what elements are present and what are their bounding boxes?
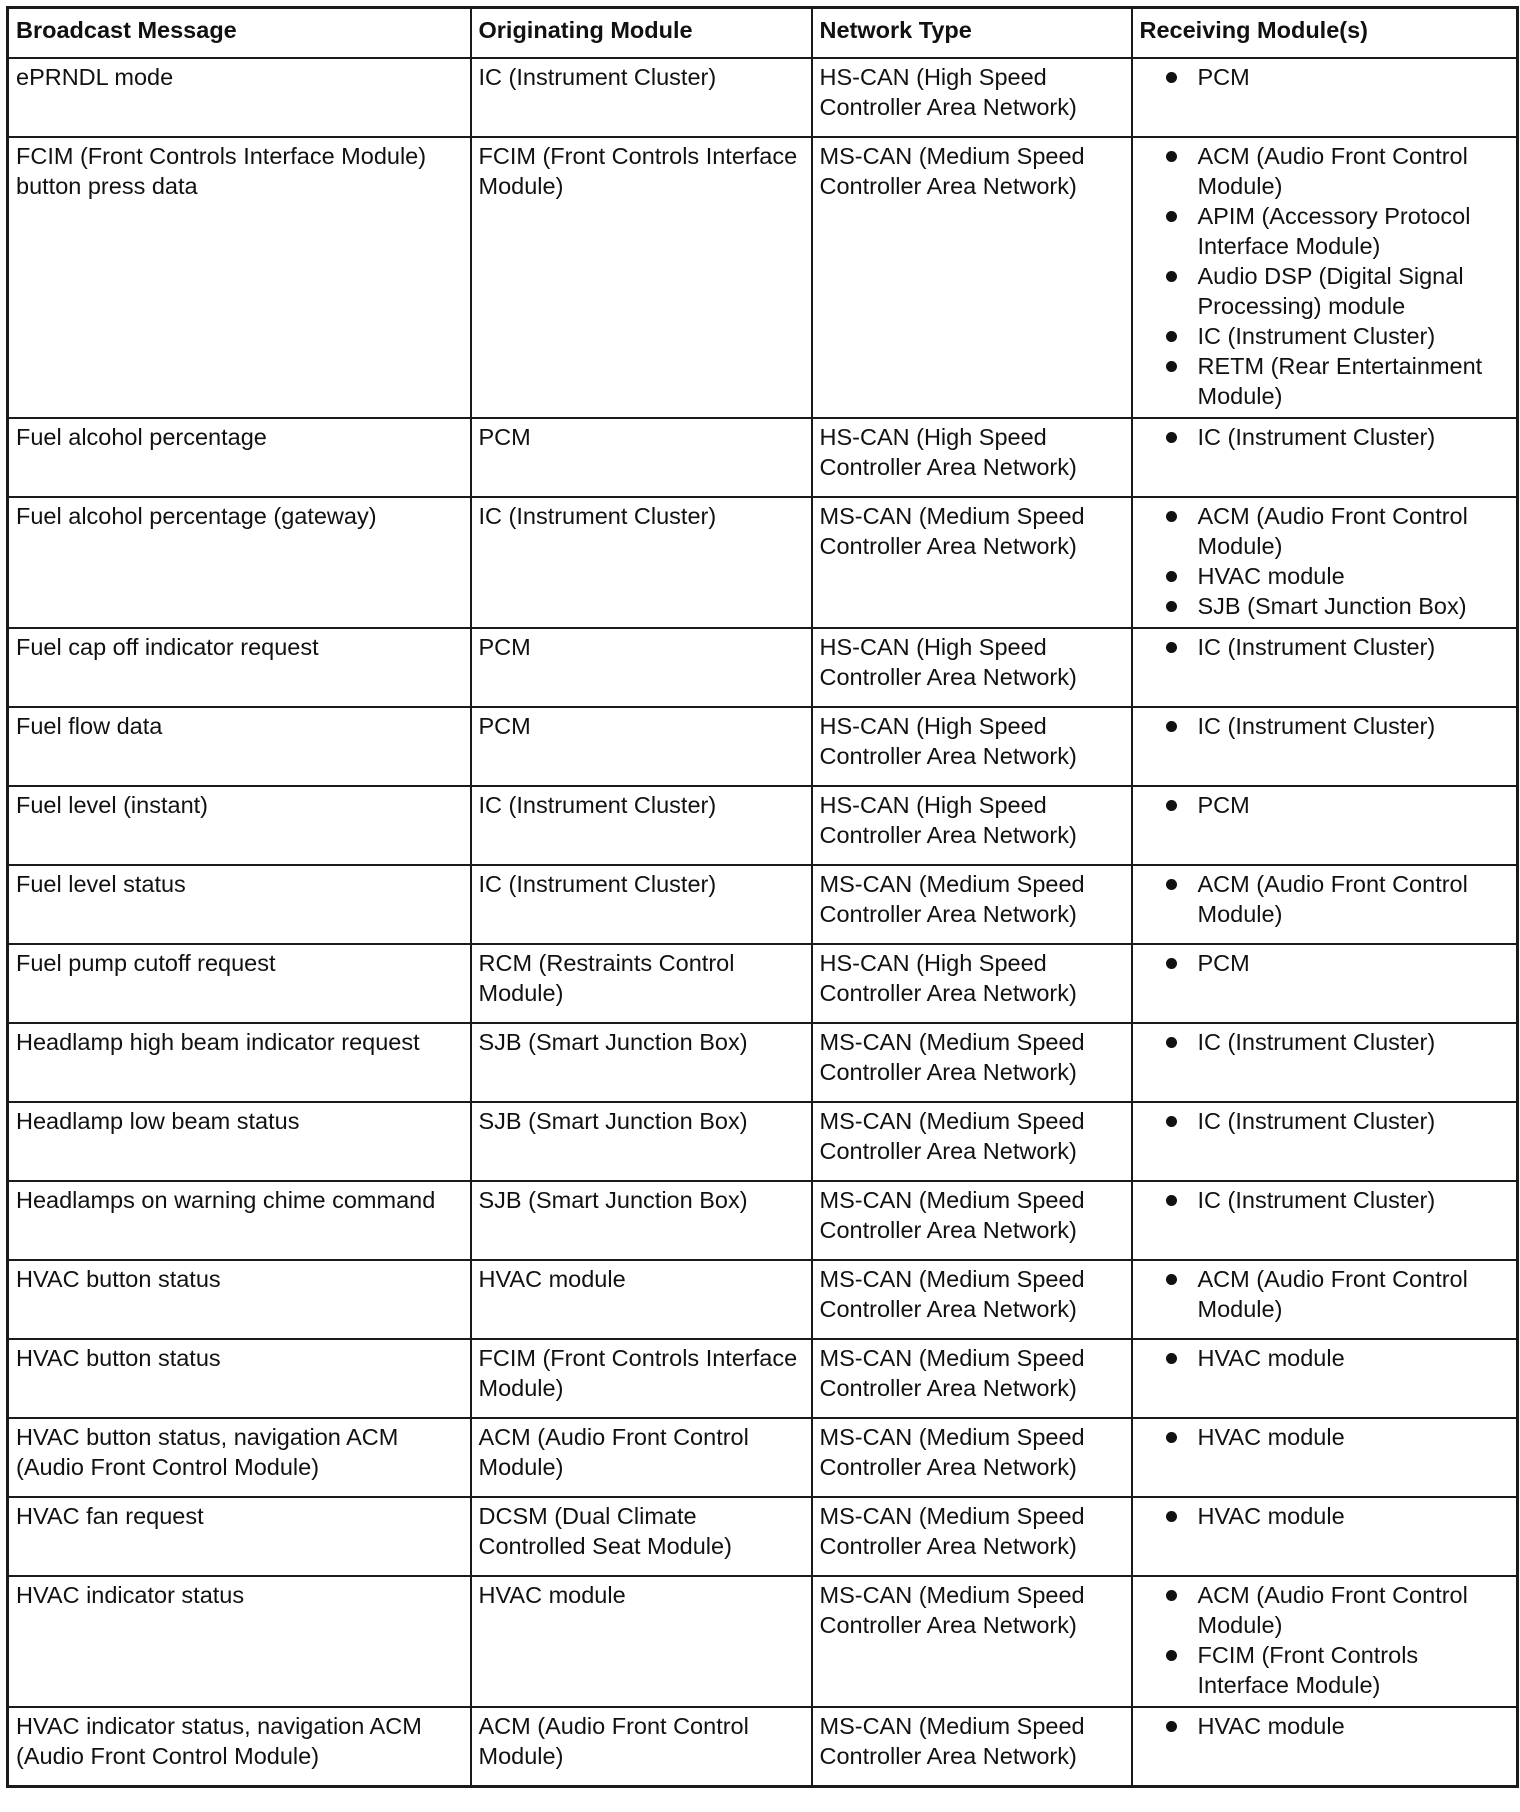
broadcast-message-cell: HVAC button status — [8, 1260, 471, 1339]
originating-module-cell: PCM — [471, 628, 812, 707]
broadcast-message-cell: Fuel flow data — [8, 707, 471, 786]
network-type-cell: MS-CAN (Medium Speed Controller Area Network) — [812, 1497, 1132, 1576]
table-row — [8, 1260, 1518, 1339]
receiving-modules-list — [1140, 869, 1510, 929]
receiving-modules-cell — [1132, 1497, 1518, 1576]
receiving-module-item: HVAC module — [1140, 1343, 1510, 1373]
header-originating-module: Originating Module — [471, 8, 812, 59]
receiving-modules-list — [1140, 1264, 1510, 1324]
receiving-module-item: IC (Instrument Cluster) — [1140, 321, 1510, 351]
network-type-cell: MS-CAN (Medium Speed Controller Area Network) — [812, 1576, 1132, 1707]
receiving-modules-cell — [1132, 1418, 1518, 1497]
table-row — [8, 944, 1518, 1023]
originating-module-cell: SJB (Smart Junction Box) — [471, 1181, 812, 1260]
receiving-modules-cell — [1132, 1181, 1518, 1260]
network-type-cell: MS-CAN (Medium Speed Controller Area Network) — [812, 1707, 1132, 1787]
broadcast-message-cell: HVAC button status, navigation ACM (Audio Front Control Module) — [8, 1418, 471, 1497]
originating-module-cell: FCIM (Front Controls Interface Module) — [471, 137, 812, 418]
receiving-modules-cell — [1132, 1102, 1518, 1181]
originating-module-cell: PCM — [471, 707, 812, 786]
receiving-module-item: PCM — [1140, 948, 1510, 978]
originating-module-cell: DCSM (Dual Climate Controlled Seat Module) — [471, 1497, 812, 1576]
receiving-modules-list — [1140, 948, 1510, 978]
table-row — [8, 786, 1518, 865]
broadcast-message-cell: Headlamp low beam status — [8, 1102, 471, 1181]
receiving-module-item: ACM (Audio Front Control Module) — [1140, 869, 1510, 929]
network-type-cell: HS-CAN (High Speed Controller Area Network) — [812, 944, 1132, 1023]
network-type-cell: MS-CAN (Medium Speed Controller Area Network) — [812, 1023, 1132, 1102]
broadcast-message-cell: Headlamp high beam indicator request — [8, 1023, 471, 1102]
receiving-module-item: HVAC module — [1140, 1501, 1510, 1531]
receiving-module-item: PCM — [1140, 62, 1510, 92]
receiving-modules-cell — [1132, 58, 1518, 137]
receiving-module-item: IC (Instrument Cluster) — [1140, 1185, 1510, 1215]
receiving-module-item: APIM (Accessory Protocol Interface Module) — [1140, 201, 1510, 261]
receiving-modules-cell — [1132, 628, 1518, 707]
table-row — [8, 1102, 1518, 1181]
receiving-modules-list — [1140, 790, 1510, 820]
broadcast-message-cell: Fuel alcohol percentage (gateway) — [8, 497, 471, 628]
network-type-cell: MS-CAN (Medium Speed Controller Area Network) — [812, 1418, 1132, 1497]
receiving-modules-list — [1140, 1027, 1510, 1057]
receiving-modules-cell — [1132, 786, 1518, 865]
broadcast-message-cell: Fuel cap off indicator request — [8, 628, 471, 707]
receiving-module-item: ACM (Audio Front Control Module) — [1140, 501, 1510, 561]
broadcast-message-cell: ePRNDL mode — [8, 58, 471, 137]
table-row — [8, 1576, 1518, 1707]
receiving-module-item: ACM (Audio Front Control Module) — [1140, 141, 1510, 201]
receiving-module-item: RETM (Rear Entertainment Module) — [1140, 351, 1510, 411]
network-type-cell: MS-CAN (Medium Speed Controller Area Network) — [812, 1339, 1132, 1418]
header-receiving-modules: Receiving Module(s) — [1132, 8, 1518, 59]
broadcast-message-cell: HVAC button status — [8, 1339, 471, 1418]
table-row — [8, 418, 1518, 497]
receiving-modules-cell — [1132, 944, 1518, 1023]
table-row — [8, 1181, 1518, 1260]
broadcast-message-cell: Fuel pump cutoff request — [8, 944, 471, 1023]
receiving-modules-list — [1140, 1501, 1510, 1531]
receiving-modules-list — [1140, 422, 1510, 452]
receiving-modules-list — [1140, 1580, 1510, 1700]
table-row — [8, 137, 1518, 418]
receiving-module-item: ACM (Audio Front Control Module) — [1140, 1580, 1510, 1640]
receiving-modules-cell — [1132, 1339, 1518, 1418]
receiving-modules-cell — [1132, 707, 1518, 786]
table-row — [8, 628, 1518, 707]
network-type-cell: MS-CAN (Medium Speed Controller Area Network) — [812, 497, 1132, 628]
receiving-modules-list — [1140, 1711, 1510, 1741]
table-row — [8, 1707, 1518, 1787]
broadcast-message-cell: Fuel alcohol percentage — [8, 418, 471, 497]
receiving-modules-cell — [1132, 1576, 1518, 1707]
receiving-modules-cell — [1132, 497, 1518, 628]
receiving-module-item: IC (Instrument Cluster) — [1140, 632, 1510, 662]
receiving-module-item: ACM (Audio Front Control Module) — [1140, 1264, 1510, 1324]
originating-module-cell: SJB (Smart Junction Box) — [471, 1102, 812, 1181]
table-body — [8, 58, 1518, 1787]
network-type-cell: MS-CAN (Medium Speed Controller Area Network) — [812, 1102, 1132, 1181]
table-row — [8, 865, 1518, 944]
broadcast-message-cell: Fuel level (instant) — [8, 786, 471, 865]
receiving-module-item: SJB (Smart Junction Box) — [1140, 591, 1510, 621]
receiving-module-item: IC (Instrument Cluster) — [1140, 711, 1510, 741]
network-type-cell: HS-CAN (High Speed Controller Area Network) — [812, 58, 1132, 137]
receiving-modules-cell — [1132, 1260, 1518, 1339]
network-type-cell: HS-CAN (High Speed Controller Area Network) — [812, 628, 1132, 707]
receiving-modules-cell — [1132, 418, 1518, 497]
receiving-module-item: IC (Instrument Cluster) — [1140, 1106, 1510, 1136]
receiving-modules-list — [1140, 501, 1510, 621]
network-type-cell: MS-CAN (Medium Speed Controller Area Network) — [812, 865, 1132, 944]
table-row — [8, 707, 1518, 786]
broadcast-message-table — [6, 6, 1519, 1788]
originating-module-cell: ACM (Audio Front Control Module) — [471, 1707, 812, 1787]
broadcast-message-cell: Headlamps on warning chime command — [8, 1181, 471, 1260]
receiving-module-item: IC (Instrument Cluster) — [1140, 1027, 1510, 1057]
header-row — [8, 8, 1518, 59]
table-row — [8, 1418, 1518, 1497]
header-network-type: Network Type — [812, 8, 1132, 59]
receiving-modules-list — [1140, 711, 1510, 741]
originating-module-cell: SJB (Smart Junction Box) — [471, 1023, 812, 1102]
header-broadcast-message: Broadcast Message — [8, 8, 471, 59]
table-row — [8, 1339, 1518, 1418]
broadcast-message-cell: HVAC fan request — [8, 1497, 471, 1576]
network-type-cell: MS-CAN (Medium Speed Controller Area Network) — [812, 1181, 1132, 1260]
receiving-modules-cell — [1132, 1707, 1518, 1787]
originating-module-cell: PCM — [471, 418, 812, 497]
receiving-modules-list — [1140, 141, 1510, 411]
receiving-module-item: Audio DSP (Digital Signal Processing) module — [1140, 261, 1510, 321]
receiving-module-item: HVAC module — [1140, 561, 1510, 591]
originating-module-cell: IC (Instrument Cluster) — [471, 497, 812, 628]
table-row — [8, 1023, 1518, 1102]
network-type-cell: HS-CAN (High Speed Controller Area Network) — [812, 707, 1132, 786]
broadcast-message-cell: HVAC indicator status — [8, 1576, 471, 1707]
receiving-modules-list — [1140, 1185, 1510, 1215]
receiving-module-item: FCIM (Front Controls Interface Module) — [1140, 1640, 1510, 1700]
receiving-modules-list — [1140, 62, 1510, 92]
table-row — [8, 497, 1518, 628]
broadcast-message-cell: HVAC indicator status, navigation ACM (Audio Front Control Module) — [8, 1707, 471, 1787]
network-type-cell: MS-CAN (Medium Speed Controller Area Network) — [812, 1260, 1132, 1339]
originating-module-cell: RCM (Restraints Control Module) — [471, 944, 812, 1023]
broadcast-message-cell: FCIM (Front Controls Interface Module) button press data — [8, 137, 471, 418]
receiving-modules-cell — [1132, 1023, 1518, 1102]
receiving-modules-cell — [1132, 137, 1518, 418]
network-type-cell: HS-CAN (High Speed Controller Area Network) — [812, 418, 1132, 497]
network-type-cell: HS-CAN (High Speed Controller Area Network) — [812, 786, 1132, 865]
originating-module-cell: FCIM (Front Controls Interface Module) — [471, 1339, 812, 1418]
receiving-module-item: HVAC module — [1140, 1422, 1510, 1452]
originating-module-cell: IC (Instrument Cluster) — [471, 865, 812, 944]
receiving-modules-list — [1140, 1106, 1510, 1136]
table-row — [8, 58, 1518, 137]
originating-module-cell: ACM (Audio Front Control Module) — [471, 1418, 812, 1497]
receiving-module-item: IC (Instrument Cluster) — [1140, 422, 1510, 452]
receiving-module-item: PCM — [1140, 790, 1510, 820]
broadcast-message-cell: Fuel level status — [8, 865, 471, 944]
receiving-modules-list — [1140, 1422, 1510, 1452]
receiving-module-item: HVAC module — [1140, 1711, 1510, 1741]
network-type-cell: MS-CAN (Medium Speed Controller Area Network) — [812, 137, 1132, 418]
originating-module-cell: IC (Instrument Cluster) — [471, 786, 812, 865]
receiving-modules-cell — [1132, 865, 1518, 944]
receiving-modules-list — [1140, 1343, 1510, 1373]
originating-module-cell: HVAC module — [471, 1260, 812, 1339]
receiving-modules-list — [1140, 632, 1510, 662]
table-row — [8, 1497, 1518, 1576]
originating-module-cell: HVAC module — [471, 1576, 812, 1707]
originating-module-cell: IC (Instrument Cluster) — [471, 58, 812, 137]
